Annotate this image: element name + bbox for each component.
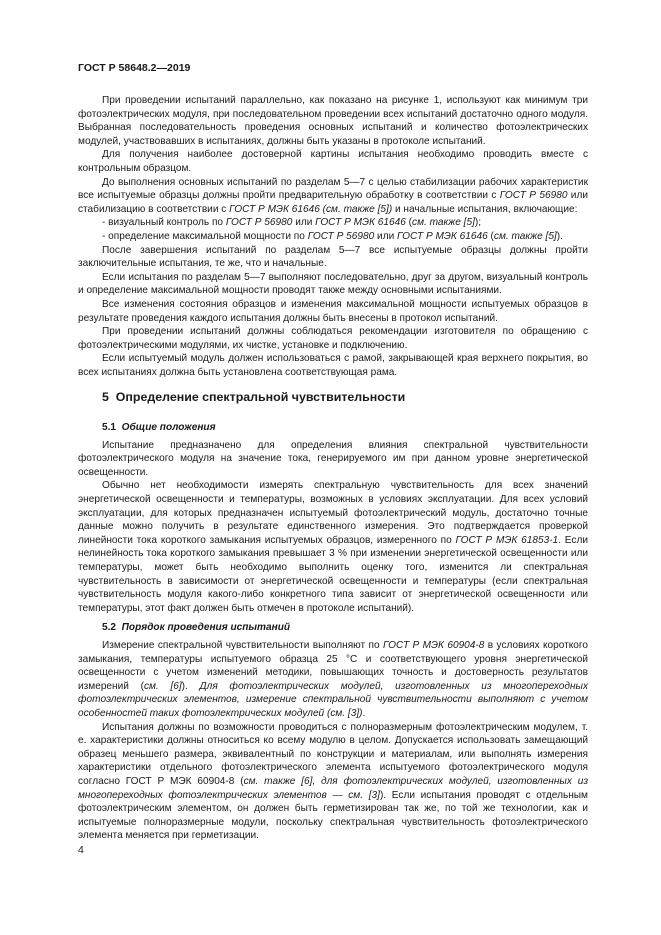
paragraph: При проведении испытаний должны соблюдаться рекомендации изготовителя по обращению с фотоэлектрическими модулями, их чистке, установке и подключению. <box>78 326 588 351</box>
paragraph: До выполнения основных испытаний по разделам 5—7 с целью стабилизации рабочих характеристик все испытуемые образцы должны пройти предварительную обработку в соответствии с ГОСТ Р 56980 или стабилизацию в соответствии с ГОСТ Р МЭК 61646 (см. также [5]) и начальные испытания, включающие: <box>78 176 588 215</box>
paragraph: Если испытания по разделам 5—7 выполняют последовательно, друг за другом, визуальный контроль и определение максимальной мощности проводят также между основными испытаниями. <box>78 271 588 297</box>
subsection-heading: 5.2 Порядок проведения испытаний <box>102 622 291 634</box>
paragraph: Для получения наиболее достоверной картины испытания необходимо проводить вместе с контрольным образцом. <box>78 149 588 174</box>
list-item: - определение максимальной мощности по ГОСТ Р 56980 или ГОСТ Р МЭК 61646 (см. также [5]). <box>102 230 563 242</box>
paragraph: Обычно нет необходимости измерять спектральную чувствительность для всех значений энергетической освещенности и температуры, возможных в условиях эксплуатации. Для всех условий эксплуатации, для которых предназначен испытуемый фотоэлектрический модуль, достаточно точные данные можно получить в результате единственного измерения. Это подтверждается проверкой линейности тока короткого замыкания испытуемых образцов, измеренного по ГОСТ Р МЭК 61853-1. Если нелинейность тока короткого замыкания превышает 3 % при изменении энергетической освещенности или температуры, может быть необходимо выполнить оценку того, изменится ли спектральная чувствительность в зависимости от энергетической освещенности и температуры (если спектральная чувствительность модуля какого-либо конкретного типа зависит от энергетической освещенности или температуры, этот факт должен быть отмечен в протоколе испытаний). <box>78 480 588 614</box>
paragraph: Измерение спектральной чувствительности выполняют по ГОСТ Р МЭК 60904-8 в условиях короткого замыкания, температуры испытуемого образца 25 °С и соответствующего уровня энергетической освещенности с учетом изменений методики, повышающих точность и достоверность результатов измерений (см. [6]). Для фотоэлектрических модулей, изготовленных из многопереходных фотоэлектрических элементов, измерение спектральной чувствительности выполняют с учетом особенностей таких фотоэлектрических модулей (см. [3]). <box>78 639 588 719</box>
page-number: 4 <box>78 844 84 856</box>
paragraph: При проведении испытаний параллельно, как показано на рисунке 1, используют как минимум три фотоэлектрических модуля, при последовательном проведении всех испытаний достаточно одного модуля. Выбранная последовательность проведения основных испытаний и количество фотоэлектрических модулей, участвовавших в испытаниях, должны быть указаны в протоколе испытаний. <box>78 95 588 147</box>
subsection-heading: 5.1 Общие положения <box>102 422 216 434</box>
paragraph: Если испытуемый модуль должен использоваться с рамой, закрывающей края верхнего покрытия, во всех испытаниях должна быть установлена соответствующая рама. <box>78 353 588 378</box>
paragraph: Испытание предназначено для определения влияния спектральной чувствительности фотоэлектрического модуля на значение тока, генерируемого им при данном уровне энергетической освещенности. <box>78 439 588 478</box>
paragraph: После завершения испытаний по разделам 5—7 все испытуемые образцы должны пройти заключительные испытания, те же, что и начальные. <box>78 244 588 270</box>
paragraph: Испытания должны по возможности проводиться с полноразмерным фотоэлектрическим модулем, т. е. характеристики должны относиться ко всему модулю в целом. Допускается использовать замещающий образец меньшего размера, эквивалентный по конструкции и материалам, или выполнять измерения характеристики отдельного фотоэлектрического элемента испытуемого фотоэлектрического модуля согласно ГОСТ Р МЭК 60904-8 (см. также [6], для фотоэлектрических модулей, изготовленных из многопереходных фотоэлектрических элементов — см. [3]). Если испытания проводят с отдельным фотоэлектрическим элементом, он должен быть герметизирован так же, по той же технологии, как и испытуемые полноразмерные модули, поскольку спектральная чувствительность фотоэлектрического элемента меняется при герметизации. <box>78 721 589 842</box>
list-item: - визуальный контроль по ГОСТ Р 56980 или ГОСТ Р МЭК 61646 (см. также [5]); <box>102 217 482 229</box>
section-heading: 5 Определение спектральной чувствительности <box>102 390 406 405</box>
document-body <box>78 94 588 843</box>
document-header: ГОСТ Р 58648.2—2019 <box>78 62 191 74</box>
paragraph: Все изменения состояния образцов и изменения максимальной мощности испытуемых образцов в результате проведения каждого испытания должны быть внесены в протокол испытаний. <box>78 298 588 324</box>
